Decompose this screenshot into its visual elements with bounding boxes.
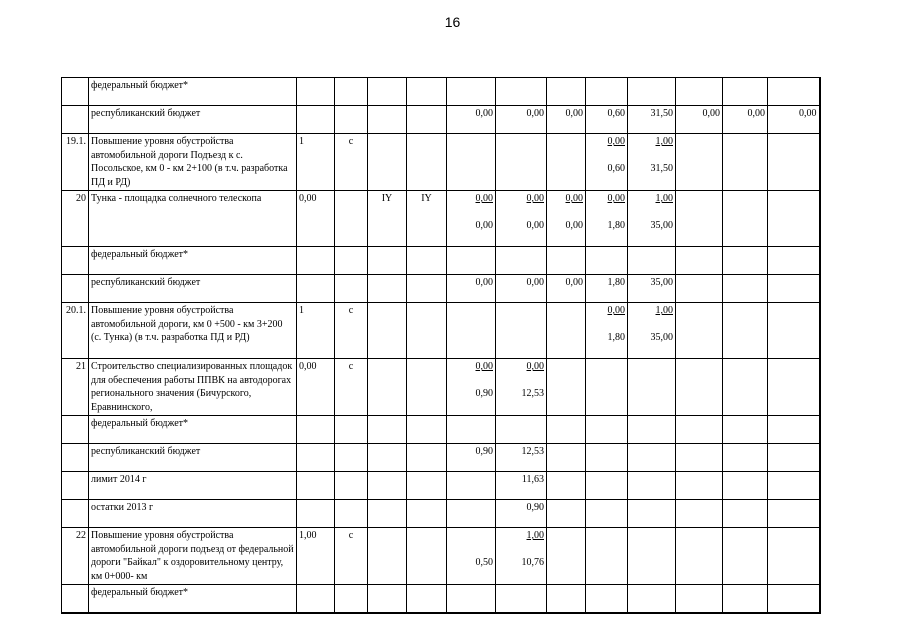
row-number-cell xyxy=(62,106,89,134)
table-row xyxy=(62,359,820,416)
value-spacer xyxy=(449,206,493,220)
value-cell xyxy=(676,134,723,191)
value-cell xyxy=(586,585,628,613)
value-cell xyxy=(447,247,496,275)
value-cell xyxy=(723,106,768,134)
value-cell xyxy=(496,359,547,416)
value-cell xyxy=(447,416,496,444)
category-from-cell xyxy=(368,416,407,444)
category-from-cell xyxy=(368,78,407,106)
row-number-cell xyxy=(62,416,89,444)
row-number-cell: 21 xyxy=(62,359,89,416)
value-cell xyxy=(547,247,586,275)
value-cell xyxy=(676,359,723,416)
value-cell xyxy=(723,359,768,416)
value-cell xyxy=(768,472,820,500)
value-cell xyxy=(496,106,547,134)
value: 35,00 xyxy=(650,220,673,231)
length-cell: 1 xyxy=(297,303,335,359)
value-cell xyxy=(447,444,496,472)
value-cell xyxy=(676,78,723,106)
value-cell xyxy=(768,303,820,359)
value-cell xyxy=(676,472,723,500)
value-underlined: 0,00 xyxy=(607,193,625,204)
value-cell xyxy=(447,191,496,247)
row-name-cell: федеральный бюджет* xyxy=(89,585,297,613)
value-cell xyxy=(586,134,628,191)
value-cell xyxy=(768,444,820,472)
value-cell xyxy=(723,78,768,106)
category-from-cell: IY xyxy=(368,191,407,247)
category-to-cell xyxy=(407,359,447,416)
row-number-cell xyxy=(62,78,89,106)
value-cell xyxy=(628,585,676,613)
value: 10,76 xyxy=(521,557,544,568)
value-cell xyxy=(586,416,628,444)
value-cell xyxy=(768,134,820,191)
value: 0,00 xyxy=(565,277,583,288)
value-cell xyxy=(676,247,723,275)
value-cell xyxy=(628,191,676,247)
value-cell xyxy=(586,528,628,585)
row-name-cell: федеральный бюджет* xyxy=(89,247,297,275)
row-number-cell: 19.1. xyxy=(62,134,89,191)
row-name-cell: Повышение уровня обустройства автомобильной дороги подъезд от федеральной дороги "Байкал" к оздоровительному центру, км 0+000- км xyxy=(89,528,297,585)
value-spacer xyxy=(449,543,493,557)
value-cell xyxy=(547,78,586,106)
length-cell xyxy=(297,472,335,500)
stage-cell: с xyxy=(335,303,368,359)
value-cell xyxy=(547,416,586,444)
value: 35,00 xyxy=(650,332,673,343)
value-cell xyxy=(496,303,547,359)
value-cell xyxy=(628,416,676,444)
value-spacer xyxy=(498,206,544,220)
category-from-cell xyxy=(368,585,407,613)
value-cell xyxy=(586,500,628,528)
value: 0,90 xyxy=(475,388,493,399)
value: 0,00 xyxy=(526,108,544,119)
category-from-cell xyxy=(368,500,407,528)
value-cell xyxy=(547,528,586,585)
value: 1,80 xyxy=(607,277,625,288)
value-cell xyxy=(447,106,496,134)
value: 1,80 xyxy=(607,332,625,343)
value-cell xyxy=(447,275,496,303)
value-underlined: 0,00 xyxy=(607,305,625,316)
value-cell xyxy=(496,472,547,500)
value-cell xyxy=(496,191,547,247)
value-cell xyxy=(547,275,586,303)
table-row xyxy=(62,275,820,303)
value-cell xyxy=(768,585,820,613)
value: 0,00 xyxy=(565,108,583,119)
value-underlined: 0,00 xyxy=(607,136,625,147)
value-spacer xyxy=(449,529,493,543)
stage-cell xyxy=(335,191,368,247)
value-cell xyxy=(628,303,676,359)
category-to-cell xyxy=(407,444,447,472)
value: 11,63 xyxy=(521,474,544,485)
row-name-cell: федеральный бюджет* xyxy=(89,78,297,106)
value-cell xyxy=(768,247,820,275)
value-cell xyxy=(496,500,547,528)
value-cell xyxy=(768,275,820,303)
value: 0,00 xyxy=(526,220,544,231)
value-spacer xyxy=(588,318,625,332)
value-cell xyxy=(768,191,820,247)
value-cell xyxy=(676,275,723,303)
value-cell xyxy=(496,78,547,106)
value: 1,80 xyxy=(607,220,625,231)
category-to-cell xyxy=(407,134,447,191)
value-cell xyxy=(723,444,768,472)
value-cell xyxy=(447,585,496,613)
category-to-cell xyxy=(407,275,447,303)
value-cell xyxy=(586,303,628,359)
value-spacer xyxy=(630,318,673,332)
value-underlined: 0,00 xyxy=(475,361,493,372)
value-cell xyxy=(628,275,676,303)
row-number-cell: 20.1. xyxy=(62,303,89,359)
value-cell xyxy=(447,472,496,500)
value-underlined: 1,00 xyxy=(526,530,544,541)
value-underlined: 1,00 xyxy=(655,305,673,316)
table-row xyxy=(62,303,820,359)
category-from-cell xyxy=(368,275,407,303)
table-row xyxy=(62,247,820,275)
category-from-cell xyxy=(368,303,407,359)
row-number-cell: 20 xyxy=(62,191,89,247)
value: 31,50 xyxy=(650,108,673,119)
row-name-cell: республиканский бюджет xyxy=(89,275,297,303)
table-row xyxy=(62,500,820,528)
value-cell xyxy=(547,303,586,359)
value-cell xyxy=(547,106,586,134)
value: 0,00 xyxy=(565,220,583,231)
row-number-cell: 22 xyxy=(62,528,89,585)
value-cell xyxy=(586,78,628,106)
length-cell: 0,00 xyxy=(297,191,335,247)
stage-cell xyxy=(335,444,368,472)
value-cell xyxy=(723,416,768,444)
row-number-cell xyxy=(62,444,89,472)
category-from-cell xyxy=(368,359,407,416)
length-cell: 1 xyxy=(297,134,335,191)
value-cell xyxy=(768,500,820,528)
value: 0,00 xyxy=(747,108,765,119)
value: 0,60 xyxy=(607,108,625,119)
value-spacer xyxy=(630,206,673,220)
category-from-cell xyxy=(368,134,407,191)
value-cell xyxy=(447,303,496,359)
value: 0,00 xyxy=(475,108,493,119)
row-number-cell xyxy=(62,500,89,528)
value-underlined: 1,00 xyxy=(655,193,673,204)
value-cell xyxy=(547,585,586,613)
category-to-cell xyxy=(407,472,447,500)
category-from-cell xyxy=(368,528,407,585)
value-cell xyxy=(628,106,676,134)
value-cell xyxy=(496,528,547,585)
table-row xyxy=(62,78,820,106)
value-cell xyxy=(723,191,768,247)
stage-cell xyxy=(335,472,368,500)
row-name-cell: лимит 2014 г xyxy=(89,472,297,500)
row-name-cell: Строительство специализированных площадок для обеспечения работы ППВК на автодорогах регионального значения (Бичурского, Еравнинского, xyxy=(89,359,297,416)
value-cell xyxy=(447,78,496,106)
value-cell xyxy=(628,528,676,585)
value-cell xyxy=(768,78,820,106)
value: 0,00 xyxy=(702,108,720,119)
value-spacer xyxy=(498,374,544,388)
category-to-cell xyxy=(407,303,447,359)
value-cell xyxy=(676,500,723,528)
value-cell xyxy=(496,416,547,444)
row-name-cell: федеральный бюджет* xyxy=(89,416,297,444)
length-cell xyxy=(297,500,335,528)
length-cell xyxy=(297,416,335,444)
value-cell xyxy=(547,134,586,191)
value: 0,60 xyxy=(607,163,625,174)
value-cell xyxy=(676,191,723,247)
value-cell xyxy=(586,275,628,303)
table-row xyxy=(62,191,820,247)
row-name-cell: остатки 2013 г xyxy=(89,500,297,528)
length-cell xyxy=(297,275,335,303)
category-to-cell xyxy=(407,500,447,528)
value-cell xyxy=(447,528,496,585)
value-cell xyxy=(586,359,628,416)
table-row xyxy=(62,106,820,134)
value-cell xyxy=(723,134,768,191)
value-cell xyxy=(628,134,676,191)
value-cell xyxy=(496,275,547,303)
value-cell xyxy=(723,528,768,585)
value-cell xyxy=(447,359,496,416)
value-cell xyxy=(676,585,723,613)
value-cell xyxy=(628,78,676,106)
row-number-cell xyxy=(62,585,89,613)
value: 0,00 xyxy=(475,277,493,288)
value-cell xyxy=(723,472,768,500)
category-from-cell xyxy=(368,444,407,472)
length-cell xyxy=(297,444,335,472)
category-from-cell xyxy=(368,247,407,275)
category-to-cell xyxy=(407,585,447,613)
row-name-cell: республиканский бюджет xyxy=(89,444,297,472)
value-cell xyxy=(768,359,820,416)
value-cell xyxy=(547,500,586,528)
value-cell xyxy=(723,585,768,613)
row-name-cell: Тунка - площадка солнечного телескопа xyxy=(89,191,297,247)
stage-cell: с xyxy=(335,359,368,416)
value-cell xyxy=(547,359,586,416)
value-cell xyxy=(676,106,723,134)
value-cell xyxy=(628,359,676,416)
value-spacer xyxy=(549,206,583,220)
value-underlined: 1,00 xyxy=(655,136,673,147)
stage-cell: с xyxy=(335,528,368,585)
value-cell xyxy=(676,303,723,359)
category-to-cell xyxy=(407,416,447,444)
value-cell xyxy=(547,444,586,472)
value-cell xyxy=(496,444,547,472)
page-number: 16 xyxy=(444,14,461,30)
value-cell xyxy=(676,416,723,444)
value-cell xyxy=(586,472,628,500)
stage-cell xyxy=(335,585,368,613)
value: 0,90 xyxy=(475,446,493,457)
value-underlined: 0,00 xyxy=(526,193,544,204)
value-cell xyxy=(723,275,768,303)
value-spacer xyxy=(588,206,625,220)
value: 0,00 xyxy=(799,108,817,119)
table-row xyxy=(62,472,820,500)
row-number-cell xyxy=(62,275,89,303)
stage-cell xyxy=(335,500,368,528)
category-to-cell: IY xyxy=(407,191,447,247)
stage-cell: с xyxy=(335,134,368,191)
category-to-cell xyxy=(407,106,447,134)
value-cell xyxy=(547,191,586,247)
category-to-cell xyxy=(407,78,447,106)
table-row xyxy=(62,444,820,472)
value-cell xyxy=(723,247,768,275)
stage-cell xyxy=(335,78,368,106)
value-cell xyxy=(496,247,547,275)
value-cell xyxy=(676,444,723,472)
value-underlined: 0,00 xyxy=(475,193,493,204)
value: 0,00 xyxy=(526,277,544,288)
category-from-cell xyxy=(368,472,407,500)
stage-cell xyxy=(335,275,368,303)
stage-cell xyxy=(335,106,368,134)
row-name-cell: республиканский бюджет xyxy=(89,106,297,134)
value-cell xyxy=(496,585,547,613)
value-cell xyxy=(547,472,586,500)
category-to-cell xyxy=(407,528,447,585)
table-row xyxy=(62,416,820,444)
table-row xyxy=(62,134,820,191)
value-cell xyxy=(447,134,496,191)
value-cell xyxy=(496,134,547,191)
value-underlined: 0,00 xyxy=(526,361,544,372)
value-spacer xyxy=(449,374,493,388)
value-spacer xyxy=(498,543,544,557)
value: 0,00 xyxy=(475,220,493,231)
row-number-cell xyxy=(62,472,89,500)
program-table xyxy=(61,77,821,614)
value-cell xyxy=(676,528,723,585)
length-cell xyxy=(297,247,335,275)
value: 0,50 xyxy=(475,557,493,568)
value-spacer xyxy=(588,149,625,163)
value-cell xyxy=(723,303,768,359)
stage-cell xyxy=(335,247,368,275)
value-cell xyxy=(586,191,628,247)
value: 0,90 xyxy=(526,502,544,513)
value-cell xyxy=(628,500,676,528)
value-cell xyxy=(586,106,628,134)
value-cell xyxy=(628,444,676,472)
value-spacer xyxy=(630,149,673,163)
value-cell xyxy=(628,472,676,500)
table-row xyxy=(62,528,820,585)
value-cell xyxy=(723,500,768,528)
value: 12,53 xyxy=(521,388,544,399)
table-row xyxy=(62,585,820,613)
value-cell xyxy=(628,247,676,275)
category-to-cell xyxy=(407,247,447,275)
value-cell xyxy=(768,416,820,444)
value: 35,00 xyxy=(650,277,673,288)
length-cell xyxy=(297,585,335,613)
value-cell xyxy=(586,444,628,472)
length-cell: 1,00 xyxy=(297,528,335,585)
value: 12,53 xyxy=(521,446,544,457)
value-cell xyxy=(768,528,820,585)
value-cell xyxy=(586,247,628,275)
stage-cell xyxy=(335,416,368,444)
length-cell xyxy=(297,78,335,106)
value-underlined: 0,00 xyxy=(565,193,583,204)
row-name-cell: Повышение уровня обустройства автомобильной дороги Подъезд к с. Посольское, км 0 - км 2+100 (в т.ч. разработка ПД и РД) xyxy=(89,134,297,191)
value-cell xyxy=(447,500,496,528)
length-cell: 0,00 xyxy=(297,359,335,416)
length-cell xyxy=(297,106,335,134)
value: 31,50 xyxy=(650,163,673,174)
value-cell xyxy=(768,106,820,134)
row-name-cell: Повышение уровня обустройства автомобильной дороги, км 0 +500 - км 3+200 (с. Тунка) (в т.ч. разработка ПД и РД) xyxy=(89,303,297,359)
category-from-cell xyxy=(368,106,407,134)
row-number-cell xyxy=(62,247,89,275)
